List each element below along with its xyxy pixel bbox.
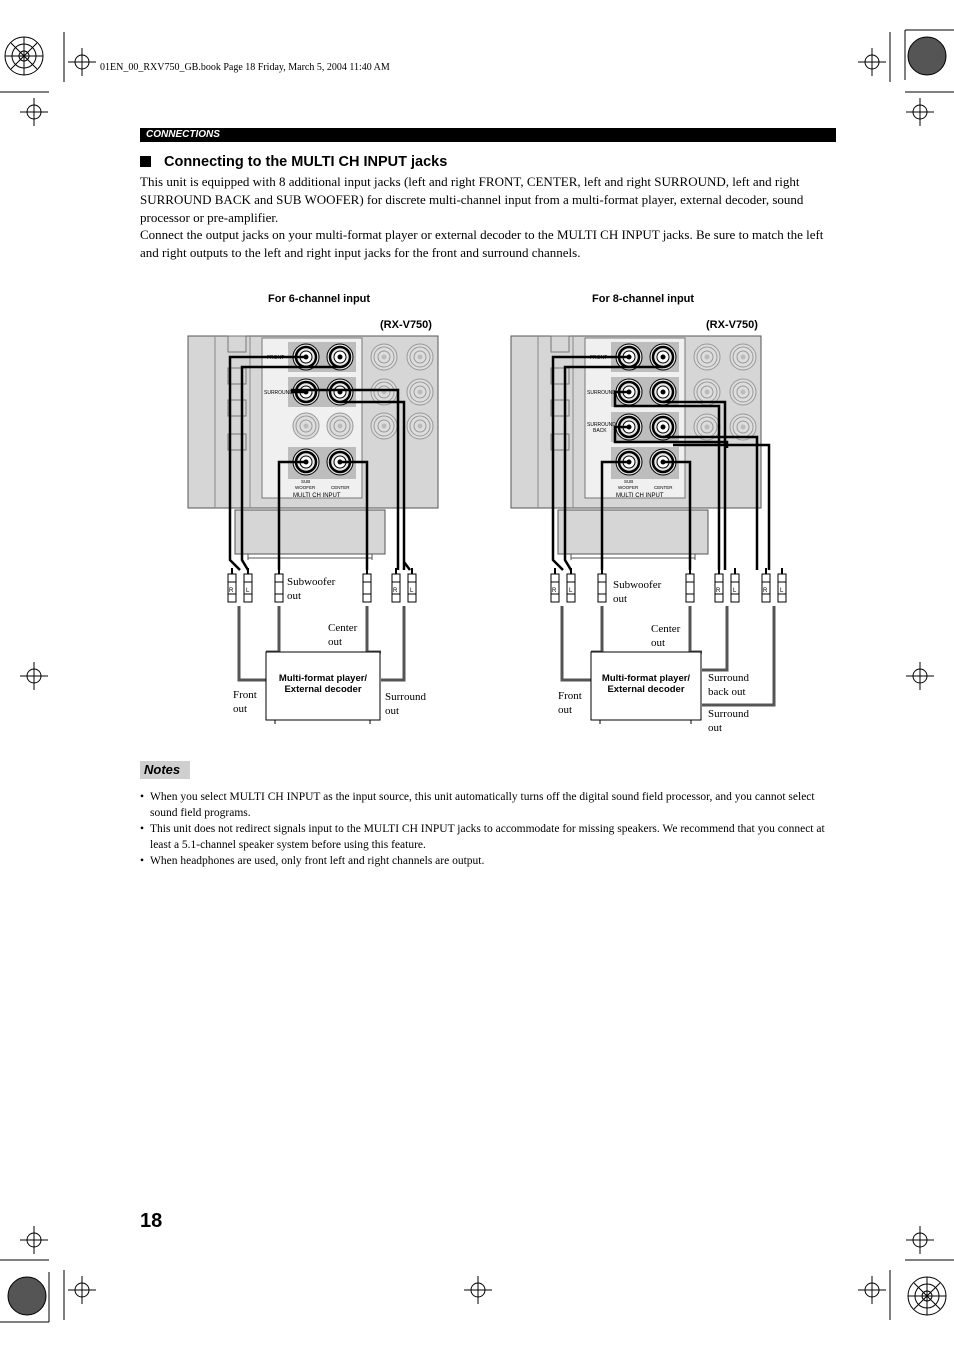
notes-heading: Notes xyxy=(144,762,181,777)
crosshair-mark-icon xyxy=(858,1276,886,1304)
sunburst-mark-icon xyxy=(908,37,946,75)
diagram-title-6ch: For 6-channel input xyxy=(268,293,371,305)
diagram-title-8ch: For 8-channel input xyxy=(592,293,695,305)
center-out-label: Center xyxy=(651,623,681,635)
plug-label-l: L xyxy=(780,588,784,594)
note-item: • When headphones are used, only front left and right channels are output. xyxy=(140,853,840,869)
sunburst-mark-icon xyxy=(8,1277,46,1315)
plug-label-l: L xyxy=(410,588,414,594)
jack-label-sub: SUB xyxy=(624,479,634,484)
surround-out-label: Surround xyxy=(708,708,749,720)
front-out-label: Front xyxy=(558,690,582,702)
crosshair-mark-icon xyxy=(20,1226,48,1254)
crosshair-mark-icon xyxy=(20,662,48,690)
surround-back-out-label: Surround xyxy=(708,672,749,684)
plug-label-r: R xyxy=(552,588,557,594)
crosshair-mark-icon xyxy=(906,1226,934,1254)
plug-label-r: R xyxy=(716,588,721,594)
center-out-label-2: out xyxy=(328,636,343,648)
instruction-paragraph: Connect the output jacks on your multi-format player or external decoder to the MULTI CH INPUT jacks. Be sure to match the left and right outputs to the left and right input jacks for the front and surround channels. xyxy=(140,227,824,260)
jack-label-woofer: WOOFER xyxy=(618,485,639,490)
jack-label-back: BACK xyxy=(593,428,607,434)
crosshair-mark-icon xyxy=(906,662,934,690)
surround-back-out-label-2: back out xyxy=(708,686,746,698)
crosshair-mark-icon xyxy=(906,98,934,126)
note-item: • This unit does not redirect signals input to the MULTI CH INPUT jacks to accommodate for missing speakers. We recommend that you connect at least a 5.1-channel speaker system before using this feature. xyxy=(140,821,840,853)
notes-list xyxy=(140,789,840,869)
diagram-6-channel xyxy=(180,330,450,730)
front-out-label: Front xyxy=(233,689,257,701)
jack-label-front: FRONT xyxy=(267,355,285,361)
jack-label-surround-back: SURROUND xyxy=(587,422,616,428)
section-heading xyxy=(140,154,447,170)
print-slug: 01EN_00_RXV750_GB.book Page 18 Friday, March 5, 2004 11:40 AM xyxy=(100,62,390,73)
plug-label-r: R xyxy=(763,588,768,594)
model-label-6ch: (RX-V750) xyxy=(380,319,432,331)
note-item: • When you select MULTI CH INPUT as the input source, this unit automatically turns off the digital sound field processor, and you cannot select sound field programs. xyxy=(140,789,840,821)
plug-label-l: L xyxy=(569,588,573,594)
heading-text: Connecting to the MULTI CH INPUT jacks xyxy=(164,154,448,170)
plug-label-l: L xyxy=(246,588,250,594)
plug-label-l: L xyxy=(733,588,737,594)
jack-label-center: CENTER xyxy=(654,485,673,490)
player-label-line1: Multi-format player/ xyxy=(601,673,691,684)
crosshair-mark-icon xyxy=(858,48,886,76)
player-label-line2: External decoder xyxy=(607,684,685,695)
plug-label-r: R xyxy=(393,588,398,594)
player-label-line2: External decoder xyxy=(284,684,362,695)
square-bullet-icon xyxy=(140,156,151,167)
jack-label-surround: SURROUND xyxy=(587,390,616,396)
section-header-bar xyxy=(140,128,836,142)
surround-out-label: Surround xyxy=(385,691,426,703)
crosshair-mark-icon xyxy=(68,48,96,76)
subwoofer-out-label-2: out xyxy=(287,590,302,602)
notes-heading-box xyxy=(140,761,190,779)
crosshair-mark-icon xyxy=(464,1276,492,1304)
panel-label-multi-ch: MULTI CH INPUT xyxy=(293,493,341,499)
center-out-label-2: out xyxy=(651,637,666,649)
player-label-line1: Multi-format player/ xyxy=(278,673,368,684)
surround-out-label-2: out xyxy=(385,705,400,717)
jack-label-center: CENTER xyxy=(331,485,350,490)
jack-label-sub: SUB xyxy=(301,479,311,484)
front-out-label-2: out xyxy=(233,703,248,715)
plug-label-r: R xyxy=(229,588,234,594)
front-out-label-2: out xyxy=(558,704,573,716)
surround-out-label-2: out xyxy=(708,722,723,734)
subwoofer-out-label: Subwoofer xyxy=(613,579,662,591)
jack-label-surround: SURROUND xyxy=(264,390,293,396)
diagram-8-channel xyxy=(503,330,803,740)
jack-label-woofer: WOOFER xyxy=(295,485,316,490)
crosshair-mark-icon xyxy=(68,1276,96,1304)
page-number: 18 xyxy=(140,1210,163,1232)
subwoofer-out-label: Subwoofer xyxy=(287,576,336,588)
center-out-label: Center xyxy=(328,622,358,634)
intro-paragraph: This unit is equipped with 8 additional input jacks (left and right FRONT, CENTER, left and right SURROUND, left and right SURROUND BACK and SUB WOOFER) for discrete multi-channel input from a multi-format player, external decoder, sound processor or pre-amplifier. xyxy=(140,174,804,225)
crosshair-mark-icon xyxy=(20,98,48,126)
panel-label-multi-ch: MULTI CH INPUT xyxy=(616,493,664,499)
jack-label-front: FRONT xyxy=(590,355,608,361)
model-label-8ch: (RX-V750) xyxy=(706,319,758,331)
section-header-label: CONNECTIONS xyxy=(146,129,220,140)
subwoofer-out-label-2: out xyxy=(613,593,628,605)
